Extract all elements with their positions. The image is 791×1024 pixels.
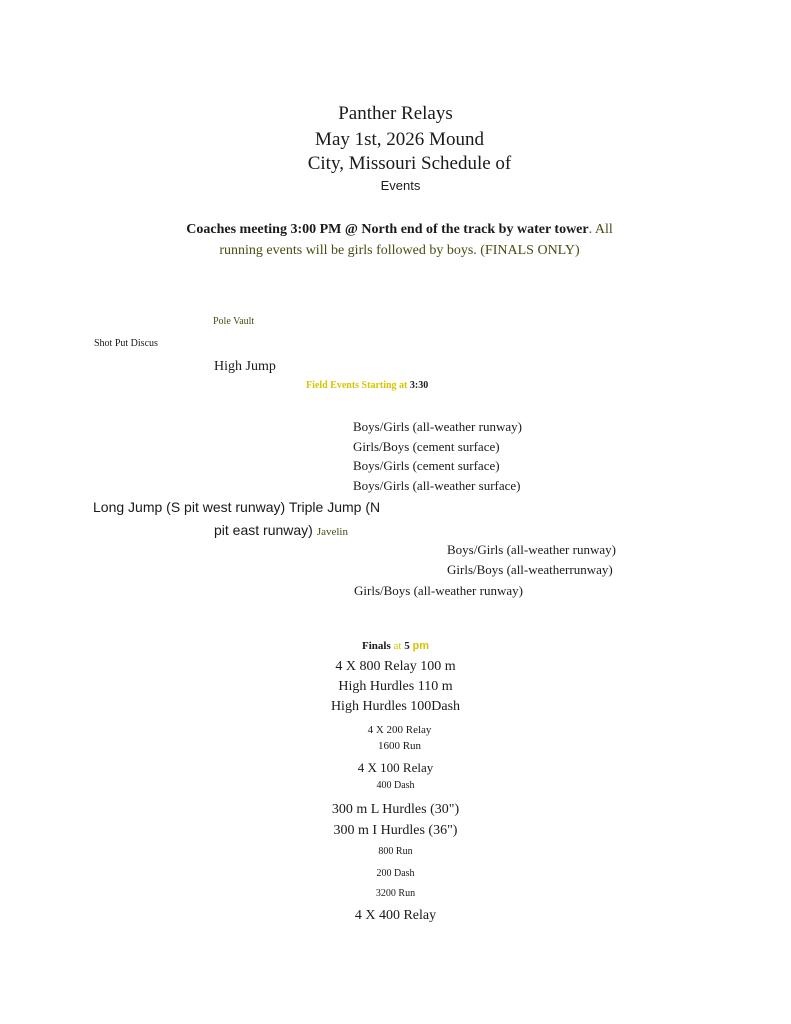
notice-line-2: running events will be girls followed by boys. (FINALS ONLY) xyxy=(219,243,580,258)
finals-event-12: 3200 Run xyxy=(375,888,416,899)
notice-bold-text: Coaches meeting 3:00 PM @ North end of the track by water tower xyxy=(186,222,589,237)
title-line-4: Events xyxy=(380,178,421,193)
shot-put-discus-label: Shot Put Discus xyxy=(94,338,158,349)
pit-east-runway-text: pit east runway) xyxy=(214,522,313,538)
order-line-3: Boys/Girls (cement surface) xyxy=(353,458,500,473)
long-triple-jump-line-1: Long Jump (S pit west runway) Triple Jump (N xyxy=(93,499,381,515)
finals-heading-pm: pm xyxy=(412,640,429,652)
finals-event-10: 800 Run xyxy=(378,846,413,857)
field-events-heading xyxy=(306,381,428,391)
title-line-1: Panther Relays xyxy=(338,103,453,124)
order-line-1: Boys/Girls (all-weather runway) xyxy=(353,419,522,434)
finals-heading-label: Finals xyxy=(362,640,391,652)
finals-heading xyxy=(0,641,791,652)
finals-event-4: 4 X 200 Relay xyxy=(367,724,432,736)
title-line-2: May 1st, 2026 Mound xyxy=(315,129,484,150)
high-jump-label: High Jump xyxy=(214,359,276,374)
javelin-label: Javelin xyxy=(316,526,348,538)
title-line-3: City, Missouri Schedule of xyxy=(307,153,512,174)
finals-event-11: 200 Dash xyxy=(376,868,415,879)
finals-event-13: 4 X 400 Relay xyxy=(354,908,437,923)
finals-heading-hour: 5 xyxy=(404,640,410,652)
finals-event-3: High Hurdles 100Dash xyxy=(330,699,461,714)
finals-event-9: 300 m I Hurdles (36") xyxy=(333,823,458,838)
finals-event-8: 300 m L Hurdles (30") xyxy=(331,802,460,817)
finals-event-2: High Hurdles 110 m xyxy=(338,679,453,694)
long-triple-jump-line-2 xyxy=(214,523,348,539)
finals-event-7: 400 Dash xyxy=(376,780,415,791)
order-line-5: Boys/Girls (all-weather runway) xyxy=(447,542,616,557)
finals-event-6: 4 X 100 Relay xyxy=(357,760,434,775)
finals-event-1: 4 X 800 Relay 100 m xyxy=(335,659,456,674)
notice-line-1 xyxy=(0,223,791,237)
finals-heading-at: at xyxy=(393,640,402,652)
finals-event-5: 1600 Run xyxy=(377,740,422,752)
field-events-heading-text: Field Events Starting at xyxy=(306,380,408,391)
order-line-7: Girls/Boys (all-weather runway) xyxy=(354,583,523,598)
pole-vault-label: Pole Vault xyxy=(213,316,255,327)
field-events-time: 3:30 xyxy=(409,380,429,391)
notice-tail-text: . All xyxy=(588,222,613,237)
order-line-4: Boys/Girls (all-weather surface) xyxy=(353,478,521,493)
order-line-6: Girls/Boys (all-weatherrunway) xyxy=(447,562,613,577)
order-line-2: Girls/Boys (cement surface) xyxy=(353,439,500,454)
